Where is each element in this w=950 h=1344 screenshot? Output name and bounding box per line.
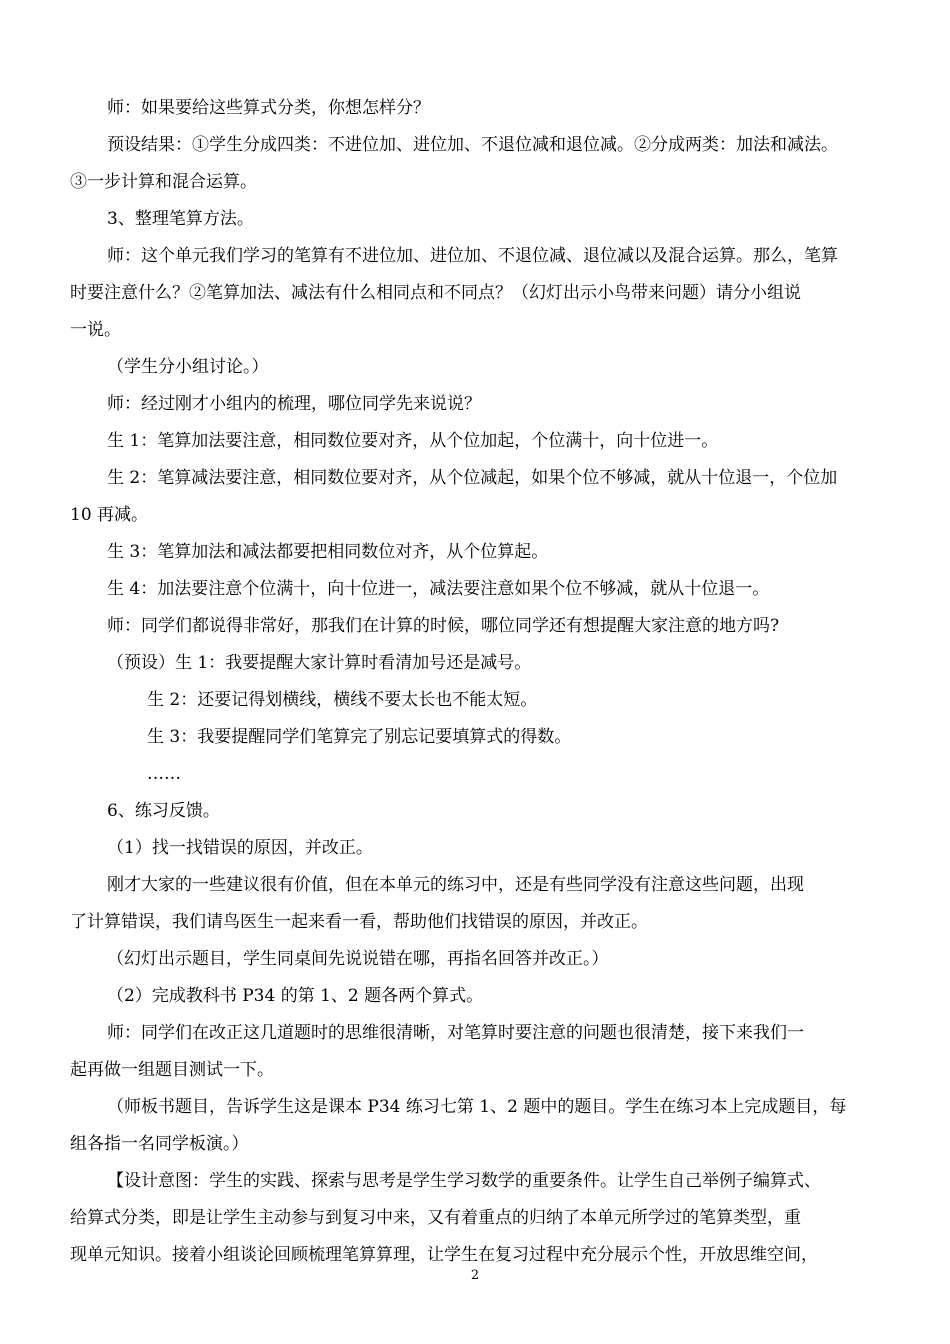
- text-line: （预设）生 1：我要提醒大家计算时看清加号还是减号。: [107, 653, 532, 673]
- text-line: 【设计意图：学生的实践、探索与思考是学生学习数学的重要条件。让学生自己举例子编算式、: [107, 1171, 821, 1191]
- text-line: 生 3：笔算加法和减法都要把相同数位对齐，从个位算起。: [107, 542, 549, 562]
- text-line: 一说。: [70, 320, 121, 340]
- text-line: 生 4：加法要注意个位满十，向十位进一，减法要注意如果个位不够减，就从十位退一。: [107, 579, 770, 599]
- text-line: 师：这个单元我们学习的笔算有不进位加、进位加、不退位减、退位减以及混合运算。那么，笔算: [107, 246, 838, 266]
- text-line: （2）完成教科书 P34 的第 1、2 题各两个算式。: [107, 986, 484, 1006]
- text-line: 时要注意什么？②笔算加法、减法有什么相同点和不同点？（幻灯出示小鸟带来问题）请分小组说: [70, 283, 801, 303]
- text-line: 生 1：笔算加法要注意，相同数位要对齐，从个位加起，个位满十，向十位进一。: [107, 431, 719, 451]
- text-line: 6、练习反馈。: [107, 801, 220, 821]
- text-line: 了计算错误，我们请鸟医生一起来看一看，帮助他们找错误的原因，并改正。: [70, 912, 648, 932]
- text-line: （1）找一找错误的原因，并改正。: [107, 838, 373, 858]
- text-line: 刚才大家的一些建议很有价值，但在本单元的练习中，还是有些同学没有注意这些问题，出现: [107, 875, 804, 895]
- text-line: （学生分小组讨论。）: [107, 357, 269, 377]
- text-line: 预设结果：①学生分成四类：不进位加、进位加、不退位减和退位减。②分成两类：加法和减法。: [107, 135, 838, 155]
- text-line: 3、整理笔算方法。: [107, 209, 254, 229]
- text-line: 师：经过刚才小组内的梳理，哪位同学先来说说？: [107, 394, 481, 414]
- text-line: 生 2：还要记得划横线，横线不要太长也不能太短。: [147, 690, 538, 710]
- text-line: 组各指一名同学板演。）: [70, 1134, 249, 1154]
- text-line: 师：同学们都说得非常好，那我们在计算的时候，哪位同学还有想提醒大家注意的地方吗?: [107, 616, 780, 636]
- text-line: 起再做一组题目测试一下。: [70, 1060, 274, 1080]
- text-line: 给算式分类，即是让学生主动参与到复习中来，又有着重点的归纳了本单元所学过的笔算类型，重: [70, 1208, 801, 1228]
- text-line: 师：同学们在改正这几道题时的思维很清晰，对笔算时要注意的问题也很清楚，接下来我们一: [107, 1023, 804, 1043]
- text-line: 师：如果要给这些算式分类，你想怎样分？: [107, 98, 430, 118]
- text-line: 10 再减。: [70, 505, 149, 525]
- text-line: （幻灯出示题目，学生同桌间先说说错在哪，再指名回答并改正。）: [107, 949, 609, 969]
- text-line: （师板书题目，告诉学生这是课本 P34 练习七第 1、2 题中的题目。学生在练习本上完成题目，每: [107, 1097, 847, 1117]
- text-line: 生 3：我要提醒同学们笔算完了别忘记要填算式的得数。: [147, 727, 572, 747]
- text-line: 生 2：笔算减法要注意，相同数位要对齐，从个位减起，如果个位不够减，就从十位退一，个位加: [107, 468, 838, 488]
- text-line: ③一步计算和混合运算。: [70, 172, 257, 192]
- text-line: ……: [147, 764, 181, 784]
- text-line: 现单元知识。接着小组谈论回顾梳理笔算算理，让学生在复习过程中充分展示个性，开放思维空间，: [70, 1245, 818, 1265]
- page-number: 2: [470, 1268, 480, 1283]
